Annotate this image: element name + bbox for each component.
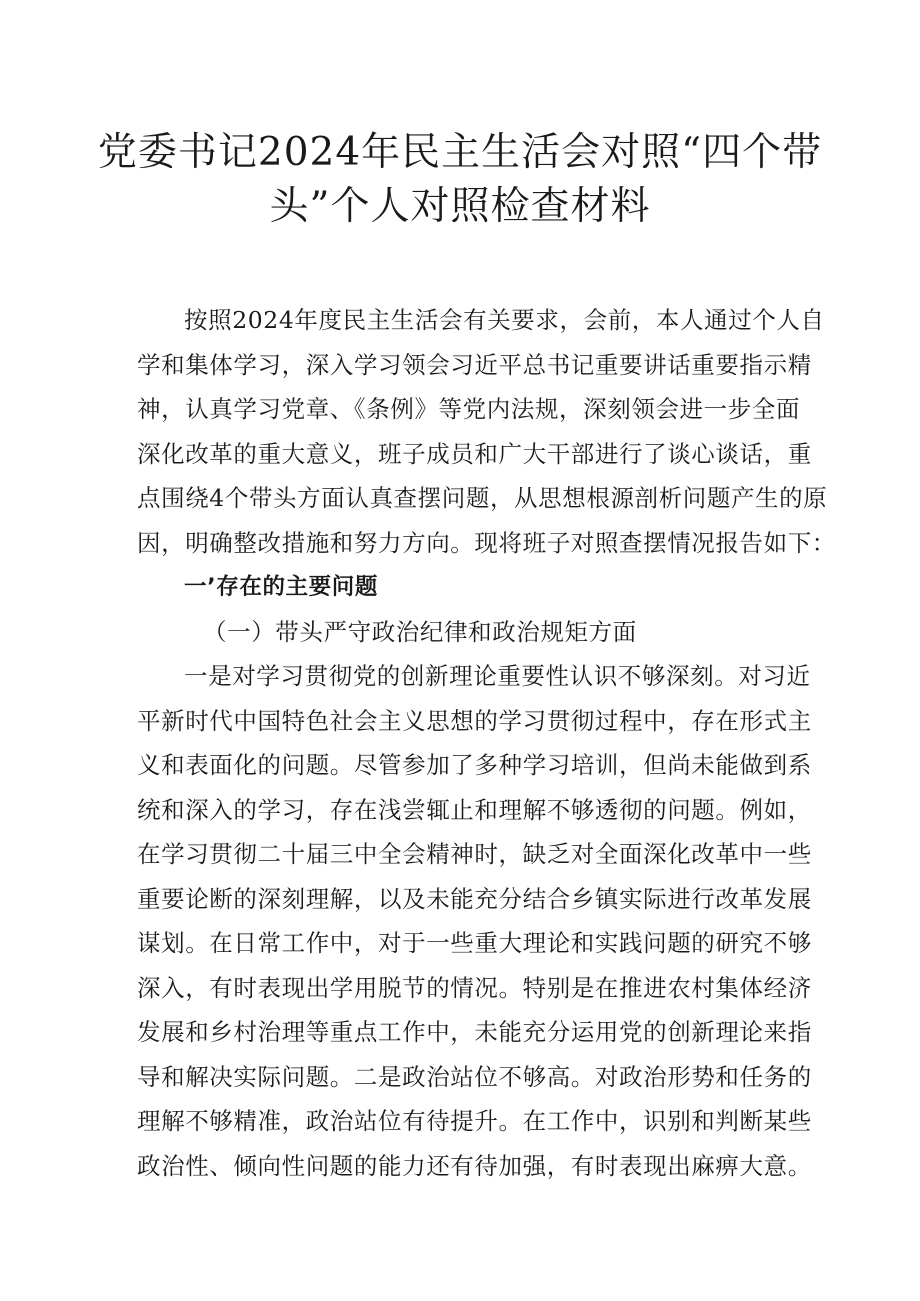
document-title [0,126,920,234]
paragraph-line: 谋划。在日常工作中，对于一些重大理论和实践问题的研究不够 [137,929,812,957]
paragraph-line: 在学习贯彻二十届三中全会精神时，缺乏对全面深化改革中一些 [137,840,812,868]
paragraph-line: 统和深入的学习，存在浅尝辄止和理解不够透彻的问题。例如， [137,795,812,824]
paragraph-line: 导和解决实际问题。二是政治站位不够高。对政治形势和任务的 [137,1062,812,1091]
intro-line: 神，认真学习党章、《条例》等党内法规，深刻领会进一步全面 [137,395,801,423]
paragraph-line: 政治性、倾向性问题的能力还有待加强，有时表现出麻痹大意。 [137,1151,812,1180]
intro-line: 因，明确整改措施和努力方向。现将班子对照查摆情况报告如下： [137,528,836,557]
subsection-heading: （一）带头严守政治纪律和政治规矩方面 [203,617,637,646]
intro-line: 按照2024年度民主生活会有关要求，会前，本人通过个人自 [184,306,825,334]
title-line: 头”个人对照检查材料 [269,184,651,229]
intro-line: 点围绕4个带头方面认真查摆问题，从思想根源剖析问题产生的原 [137,484,828,512]
paragraph-line: 重要论断的深刻理解，以及未能充分结合乡镇实际进行改革发展 [137,884,812,913]
paragraph-line: 理解不够精准，政治站位有待提升。在工作中，识别和判断某些 [137,1107,812,1135]
title-line: 党委书记2024年民主生活会对照“四个带 [97,130,823,175]
paragraph-line: 平新时代中国特色社会主义思想的学习贯彻过程中，存在形式主 [137,706,812,735]
intro-line: 学和集体学习，深入学习领会习近平总书记重要讲话重要指示精 [137,350,812,379]
paragraph-line: 发展和乡村治理等重点工作中，未能充分运用党的创新理论来指 [137,1018,812,1046]
section-heading: 一’存在的主要问题 [184,574,378,600]
intro-line: 深化改革的重大意义，班子成员和广大干部进行了谈心谈话，重 [137,439,812,468]
document-body [137,298,836,1188]
paragraph-line: 义和表面化的问题。尽管参加了多种学习培训，但尚未能做到系 [137,751,812,779]
paragraph-line: 一是对学习贯彻党的创新理论重要性认识不够深刻。对习近 [184,662,811,690]
paragraph-line: 深入，有时表现出学用脱节的情况。特别是在推进农村集体经济 [137,973,812,1002]
